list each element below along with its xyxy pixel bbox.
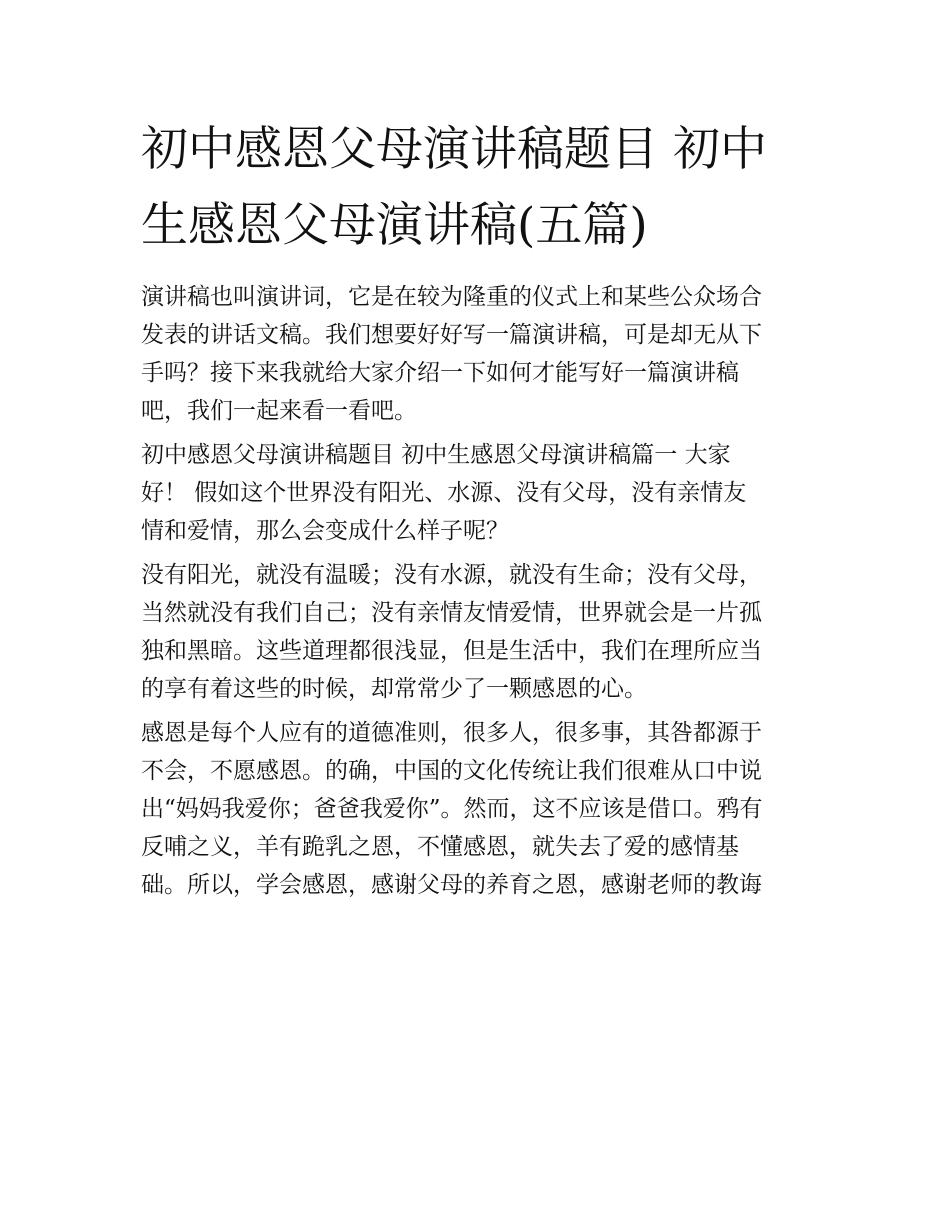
page-title bbox=[141, 112, 813, 264]
text-line: 当然就没有我们自己；没有亲情友情爱情，世界就会是一片孤 bbox=[141, 600, 762, 626]
text-line: 好！ 假如这个世界没有阳光、水源、没有父母，没有亲情友 bbox=[141, 480, 747, 506]
text-line: 反哺之义，羊有跪乳之恩，不懂感恩，就失去了爱的感情基 bbox=[141, 834, 739, 860]
paragraph-gratitude bbox=[141, 714, 813, 904]
text-line: 情和爱情，那么会变成什么样子呢？ bbox=[141, 518, 509, 544]
paragraph-intro bbox=[141, 278, 813, 430]
text-line: 初中感恩父母演讲稿题目 初中生感恩父母演讲稿篇一 大家 bbox=[141, 442, 731, 468]
title-line: 生感恩父母演讲稿(五篇) bbox=[141, 198, 648, 253]
text-line: 演讲稿也叫演讲词，它是在较为隆重的仪式上和某些公众场合 bbox=[141, 284, 762, 310]
text-line: 的享有着这些的时候，却常常少了一颗感恩的心。 bbox=[141, 676, 647, 702]
text-line: 手吗？接下来我就给大家介绍一下如何才能写好一篇演讲稿 bbox=[141, 360, 739, 386]
text-line: 独和黑暗。这些道理都很浅显，但是生活中，我们在理所应当 bbox=[141, 638, 762, 664]
text-line: 发表的讲话文稿。我们想要好好写一篇演讲稿，可是却无从下 bbox=[141, 322, 762, 348]
text-line: 础。所以，学会感恩，感谢父母的养育之恩，感谢老师的教诲 bbox=[141, 872, 762, 898]
text-line: 出“妈妈我爱你；爸爸我爱你”。然而，这不应该是借口。鸦有 bbox=[141, 796, 763, 822]
text-line: 不会，不愿感恩。的确，中国的文化传统让我们很难从口中说 bbox=[141, 758, 762, 784]
text-line: 没有阳光，就没有温暖；没有水源，就没有生命；没有父母， bbox=[141, 562, 762, 588]
paragraph-without-sunshine bbox=[141, 556, 813, 708]
paragraph-speech-opening bbox=[141, 436, 813, 550]
text-line: 感恩是每个人应有的道德准则，很多人，很多事，其咎都源于 bbox=[141, 720, 762, 746]
document-body bbox=[141, 112, 813, 904]
text-line: 吧，我们一起来看一看吧。 bbox=[141, 398, 417, 424]
title-line: 初中感恩父母演讲稿题目 初中 bbox=[141, 122, 767, 177]
